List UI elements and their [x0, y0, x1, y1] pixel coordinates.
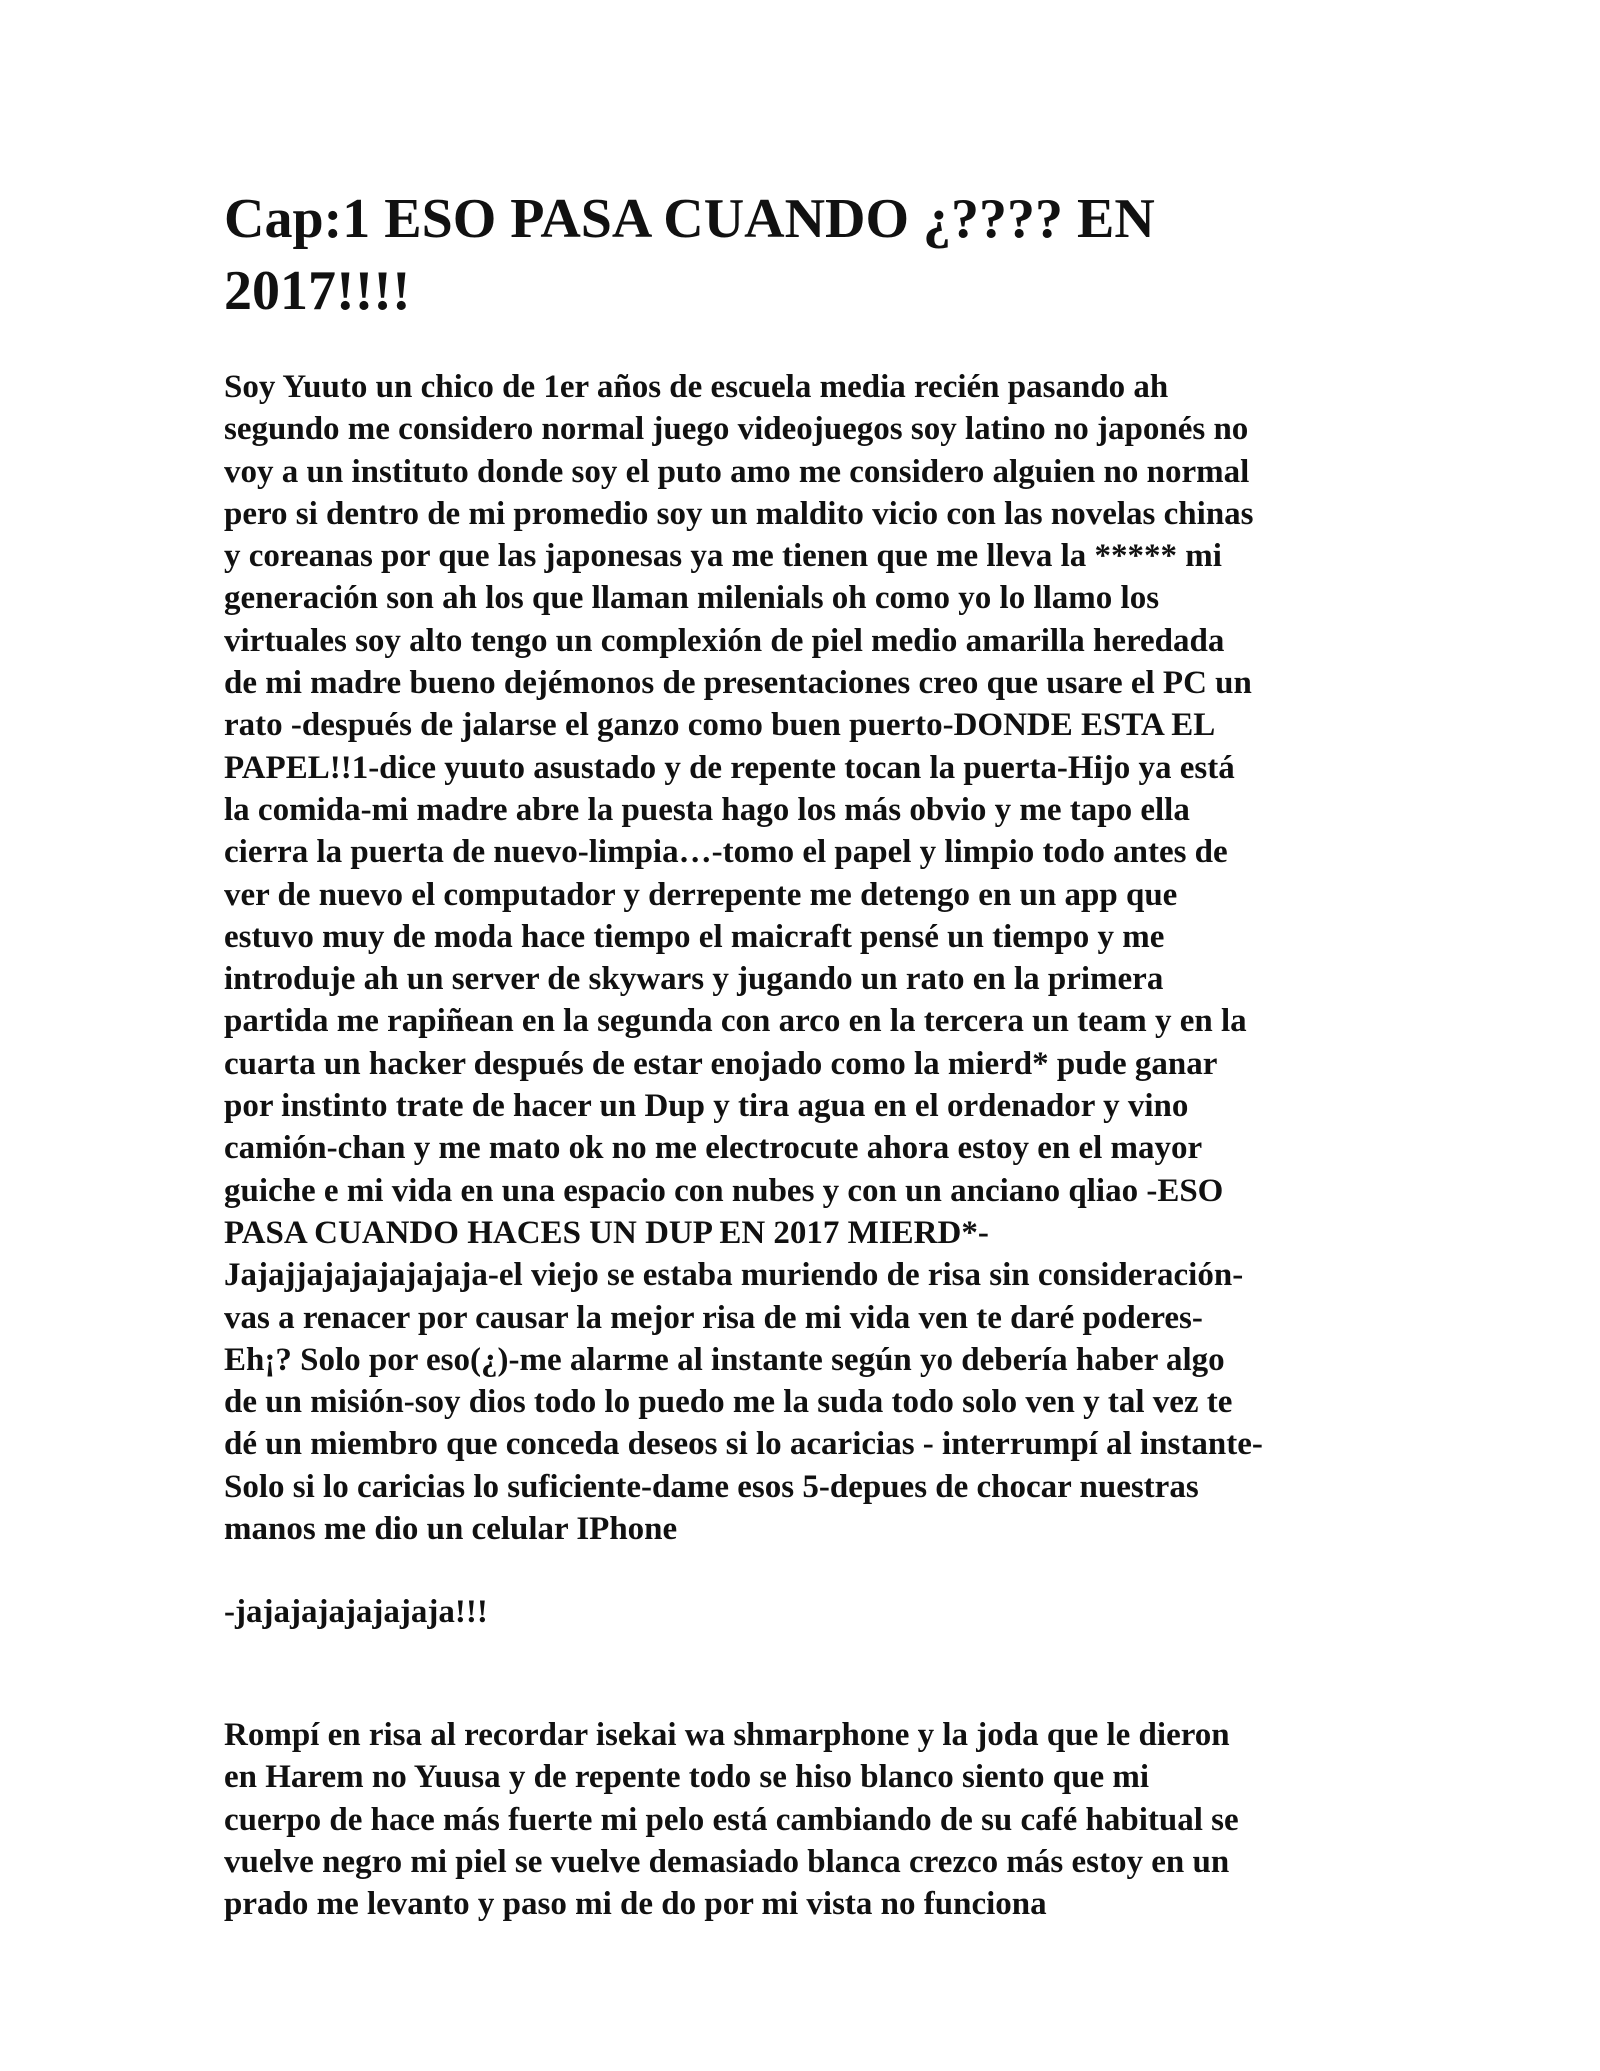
body-paragraph-1	[224, 366, 1384, 1550]
text-line: partida me rapiñean en la segunda con arco en la tercera un team y en la	[224, 1003, 1247, 1040]
text-line: PAPEL!!1-dice yuuto asustado y de repente tocan la puerta-Hijo ya está	[224, 749, 1235, 786]
body-paragraph-2	[224, 1591, 1384, 1633]
text-line: en Harem no Yuusa y de repente todo se hiso blanco siento que mi	[224, 1759, 1149, 1796]
text-line: -jajajajajajajaja!!!	[224, 1594, 488, 1630]
text-line: segundo me considero normal juego videojuegos soy latino no japonés no	[224, 411, 1249, 448]
text-line: Jajajjajajajajajaja-el viejo se estaba muriendo de risa sin consideración-	[224, 1257, 1244, 1294]
text-line: ver de nuevo el computador y derrepente me detengo en un app que	[224, 876, 1178, 913]
text-line: prado me levanto y paso mi de do por mi vista no funciona	[224, 1886, 1047, 1923]
text-line: manos me dio un celular IPhone	[224, 1511, 678, 1548]
text-line: introduje ah un server de skywars y jugando un rato en la primera	[224, 961, 1164, 998]
text-line: voy a un instituto donde soy el puto amo me considero alguien no normal	[224, 453, 1250, 490]
text-line: virtuales soy alto tengo un complexión de piel medio amarilla heredada	[224, 622, 1225, 659]
text-line: de mi madre bueno dejémonos de presentaciones creo que usare el PC un	[224, 665, 1252, 702]
text-line: vuelve negro mi piel se vuelve demasiado blanca crezco más estoy en un	[224, 1843, 1230, 1880]
text-line: camión-chan y me mato ok no me electrocute ahora estoy en el mayor	[224, 1130, 1203, 1167]
title-line: Cap:1 ESO PASA CUANDO ¿???? EN	[224, 188, 1155, 250]
text-line: Rompí en risa al recordar isekai wa shmarphone y la joda que le dieron	[224, 1717, 1230, 1753]
text-line: cuerpo de hace más fuerte mi pelo está cambiando de su café habitual se	[224, 1801, 1239, 1838]
text-line: guiche e mi vida en una espacio con nubes y con un anciano qliao -ESO	[224, 1172, 1224, 1209]
text-line: por instinto trate de hacer un Dup y tira agua en el ordenador y vino	[224, 1088, 1189, 1125]
text-line: generación son ah los que llaman milenials oh como yo lo llamo los	[224, 580, 1160, 617]
text-line: pero si dentro de mi promedio soy un maldito vicio con las novelas chinas	[224, 495, 1254, 532]
text-line: estuvo muy de moda hace tiempo el maicraft pensé un tiempo y me	[224, 918, 1165, 955]
text-line: vas a renacer por causar la mejor risa de mi vida ven te daré poderes-	[224, 1299, 1203, 1336]
chapter-title	[224, 183, 1384, 327]
text-line: y coreanas por que las japonesas ya me tienen que me lleva la ***** mi	[224, 538, 1222, 575]
text-line: Eh¡? Solo por eso(¿)-me alarme al instante según yo debería haber algo	[224, 1341, 1225, 1378]
text-line: cierra la puerta de nuevo-limpia…-tomo el papel y limpio todo antes de	[224, 834, 1228, 871]
text-line: Soy Yuuto un chico de 1er años de escuela media recién pasando ah	[224, 369, 1169, 405]
text-line: la comida-mi madre abre la puesta hago los más obvio y me tapo ella	[224, 791, 1190, 828]
text-line: dé un miembro que conceda deseos si lo acaricias - interrumpí al instante-	[224, 1426, 1263, 1463]
text-line: rato -después de jalarse el ganzo como buen puerto-DONDE ESTA EL	[224, 707, 1216, 744]
text-line: cuarta un hacker después de estar enojado como la mierd* pude ganar	[224, 1045, 1218, 1082]
text-line: Solo si lo caricias lo suficiente-dame esos 5-depues de chocar nuestras	[224, 1468, 1199, 1505]
body-paragraph-3	[224, 1714, 1384, 1925]
title-line: 2017!!!!	[224, 260, 411, 322]
text-line: de un misión-soy dios todo lo puedo me la suda todo solo ven y tal vez te	[224, 1384, 1233, 1421]
text-line: PASA CUANDO HACES UN DUP EN 2017 MIERD*-	[224, 1214, 989, 1251]
